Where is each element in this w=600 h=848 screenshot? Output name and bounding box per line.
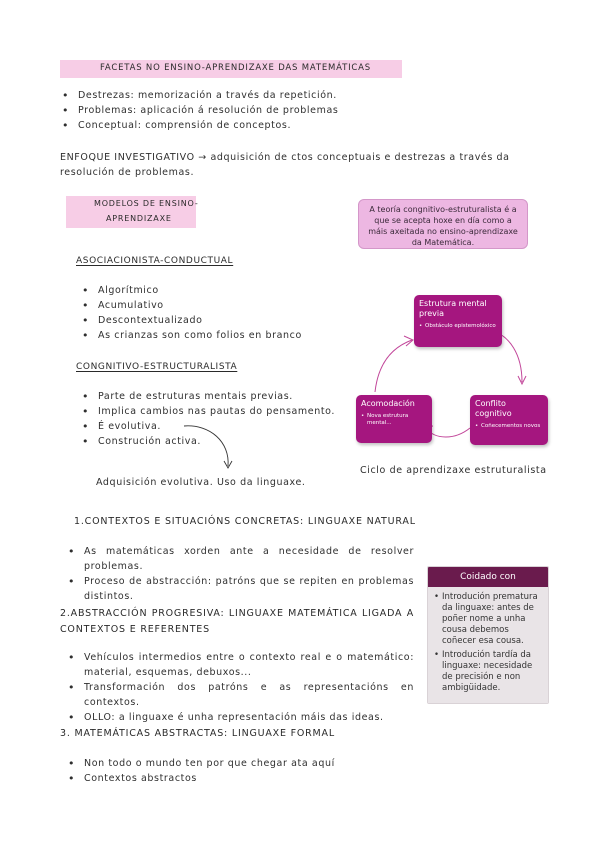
section-2-list bbox=[68, 650, 414, 725]
theory-note: A teoría congnitivo-estruturalista é a que se acepta hoxe en día como a máis axeitada no ensino-aprendizaxe da Matemática. bbox=[358, 199, 528, 249]
cognitivo-title: CONGNITIVO-ESTRUCTURALISTA bbox=[76, 362, 238, 372]
list-item: • Problemas: aplicación á resolución de problemas bbox=[62, 103, 382, 118]
coidado-title: Coidado con bbox=[428, 567, 548, 587]
node-item: • Coñecementos novos bbox=[475, 423, 543, 430]
coidado-body bbox=[428, 587, 548, 703]
facetas-list bbox=[62, 88, 382, 133]
list-item: • Construción activa. bbox=[82, 434, 342, 449]
list-item: • Non todo o mundo ten por que chegar ata aquí bbox=[68, 756, 408, 771]
list-item: • Destrezas: memorización a través da repetición. bbox=[62, 88, 382, 103]
curved-arrow bbox=[180, 420, 240, 475]
node-title: Conflito cognitivo bbox=[475, 399, 512, 418]
node-item: • Obstáculo epistemolóxico bbox=[419, 323, 497, 330]
list-item: • Proceso de abstracción: patróns que se repiten en problemas distintos. bbox=[68, 574, 414, 604]
section-1-title: 1.CONTEXTOS E SITUACIÓNS CONCRETAS: LINGUAXE NATURAL bbox=[74, 516, 416, 527]
section-1-list bbox=[68, 544, 414, 604]
list-item: • As matemáticas xorden ante a necesidade de resolver problemas. bbox=[68, 544, 414, 574]
list-item: • Introdución tardía da linguaxe: necesidade de precisión e non ambigüidade. bbox=[434, 650, 542, 694]
list-item: • Algorítmico bbox=[82, 283, 322, 298]
section-2-title: 2.ABSTRACCIÓN PROGRESIVA: LINGUAXE MATEMÁTICA LIGADA A CONTEXTOS E REFERENTES bbox=[60, 608, 414, 635]
list-item: • Acumulativo bbox=[82, 298, 322, 313]
list-item: • Transformación dos patróns e as representacións en contextos. bbox=[68, 680, 414, 710]
cycle-node-conflito bbox=[470, 395, 548, 445]
modelos-title-line2: APRENDIZAXE bbox=[106, 214, 172, 223]
enfoque-text: ENFOQUE INVESTIGATIVO → adquisición de ctos conceptuais e destrezas a través da resolución de problemas. bbox=[60, 152, 510, 178]
list-item: • OLLO: a linguaxe é unha representación máis das ideas. bbox=[68, 710, 414, 725]
asociacionista-title: ASOCIACIONISTA-CONDUCTUAL bbox=[76, 256, 234, 266]
list-item: • É evolutiva. bbox=[82, 419, 342, 434]
node-title: Estrutura mental previa bbox=[419, 299, 487, 318]
node-item: • Nova estrutura mental... bbox=[361, 413, 427, 427]
asociacionista-list bbox=[82, 283, 322, 343]
section-3-title: 3. MATEMÁTICAS ABSTRACTAS: LINGUAXE FORMAL bbox=[60, 728, 335, 739]
list-item: • Conceptual: comprensión de conceptos. bbox=[62, 118, 382, 133]
modelos-title-line1: MODELOS DE ENSINO- bbox=[94, 199, 199, 208]
list-item: • Parte de estruturas mentais previas. bbox=[82, 389, 342, 404]
cycle-node-acomodacion bbox=[356, 395, 432, 443]
list-item: • Introdución prematura da linguaxe: antes de poñer nome a unha cousa debemos coñecer esa cousa. bbox=[434, 592, 542, 647]
page-title: FACETAS NO ENSINO-APRENDIZAXE DAS MATEMÁTICAS bbox=[100, 63, 371, 73]
list-item: • Implica cambios nas pautas do pensamento. bbox=[82, 404, 342, 419]
coidado-card bbox=[428, 567, 548, 703]
list-item: • Vehículos intermedios entre o contexto real e o matemático: material, esquemas, debuxos... bbox=[68, 650, 414, 680]
list-item: • As crianzas son como folios en branco bbox=[82, 328, 322, 343]
list-item: • Descontextualizado bbox=[82, 313, 322, 328]
section-3-list bbox=[68, 756, 408, 786]
arrow-note: Adquisición evolutiva. Uso da linguaxe. bbox=[96, 477, 306, 488]
list-item: • Contextos abstractos bbox=[68, 771, 408, 786]
node-title: Acomodación bbox=[361, 399, 415, 408]
cycle-caption: Ciclo de aprendizaxe estruturalista bbox=[360, 465, 547, 476]
cycle-node-estrutura bbox=[414, 295, 502, 347]
